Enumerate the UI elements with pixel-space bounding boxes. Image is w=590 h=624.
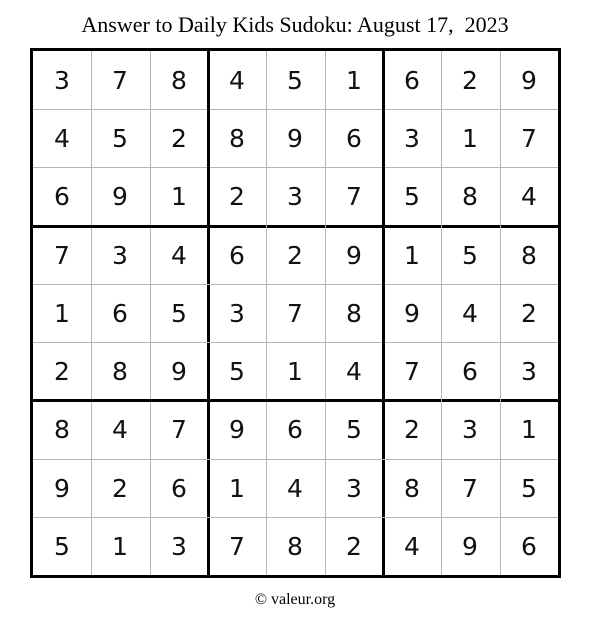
sudoku-cell: 1 [229, 473, 245, 503]
sudoku-cell: 2 [462, 65, 478, 95]
sudoku-cell: 7 [521, 123, 537, 153]
sudoku-cell: 9 [171, 356, 187, 386]
sudoku-cell: 1 [404, 240, 420, 270]
sudoku-cell: 7 [462, 473, 478, 503]
sudoku-cell: 9 [521, 65, 537, 95]
sudoku-cell: 6 [112, 298, 128, 328]
sudoku-cell: 4 [112, 414, 128, 444]
sudoku-cell: 5 [171, 298, 187, 328]
sudoku-cell: 8 [229, 123, 245, 153]
sudoku-cell: 7 [346, 181, 362, 211]
sudoku-cell: 2 [54, 356, 70, 386]
sudoku-cell: 1 [521, 414, 537, 444]
sudoku-cell: 2 [287, 240, 303, 270]
sudoku-cell: 9 [287, 123, 303, 153]
sudoku-cell: 3 [112, 240, 128, 270]
sudoku-cell: 1 [462, 123, 478, 153]
sudoku-cell: 5 [287, 65, 303, 95]
sudoku-cell: 5 [346, 414, 362, 444]
sudoku-cell: 8 [171, 65, 187, 95]
sudoku-cell: 2 [346, 531, 362, 561]
sudoku-cell: 3 [171, 531, 187, 561]
sudoku-cell: 2 [171, 123, 187, 153]
sudoku-cell: 9 [112, 181, 128, 211]
puzzle-title: Answer to Daily Kids Sudoku: August 17, 2023 [81, 12, 509, 37]
sudoku-cell: 1 [171, 181, 187, 211]
sudoku-cell: 5 [404, 181, 420, 211]
sudoku-cell: 5 [521, 473, 537, 503]
sudoku-grid [33, 51, 558, 575]
sudoku-cell: 8 [404, 473, 420, 503]
sudoku-cell: 2 [404, 414, 420, 444]
sudoku-cell: 4 [521, 181, 537, 211]
sudoku-cell: 7 [404, 356, 420, 386]
sudoku-cell: 2 [229, 181, 245, 211]
sudoku-cell: 4 [171, 240, 187, 270]
sudoku-cell: 4 [346, 356, 362, 386]
sudoku-cell: 8 [346, 298, 362, 328]
sudoku-cell: 7 [54, 240, 70, 270]
sudoku-cell: 4 [287, 473, 303, 503]
copyright-footer: © valeur.org [254, 591, 336, 608]
sudoku-cell: 6 [404, 65, 420, 95]
sudoku-cell: 2 [112, 473, 128, 503]
sudoku-cell: 2 [521, 298, 537, 328]
sudoku-cell: 7 [229, 531, 245, 561]
sudoku-cell: 5 [112, 123, 128, 153]
sudoku-cell: 4 [462, 298, 478, 328]
sudoku-cell: 9 [462, 531, 478, 561]
sudoku-cell: 5 [229, 356, 245, 386]
sudoku-cell: 9 [229, 414, 245, 444]
sudoku-cell: 8 [112, 356, 128, 386]
sudoku-cell: 6 [54, 181, 70, 211]
sudoku-cell: 7 [287, 298, 303, 328]
sudoku-cell: 7 [171, 414, 187, 444]
sudoku-cell: 1 [54, 298, 70, 328]
sudoku-cell: 6 [346, 123, 362, 153]
sudoku-cell: 6 [287, 414, 303, 444]
sudoku-cell: 3 [229, 298, 245, 328]
sudoku-cell: 7 [112, 65, 128, 95]
sudoku-cell: 3 [462, 414, 478, 444]
sudoku-cell: 3 [521, 356, 537, 386]
sudoku-cell: 3 [404, 123, 420, 153]
sudoku-cell: 6 [171, 473, 187, 503]
sudoku-cell: 1 [112, 531, 128, 561]
sudoku-cell: 5 [54, 531, 70, 561]
sudoku-cell: 9 [54, 473, 70, 503]
sudoku-cell: 4 [404, 531, 420, 561]
sudoku-cell: 8 [462, 181, 478, 211]
sudoku-cell: 6 [229, 240, 245, 270]
sudoku-cell: 1 [346, 65, 362, 95]
sudoku-cell: 8 [287, 531, 303, 561]
sudoku-cell: 3 [54, 65, 70, 95]
sudoku-cell: 6 [462, 356, 478, 386]
sudoku-cell: 9 [404, 298, 420, 328]
sudoku-cell: 8 [521, 240, 537, 270]
sudoku-board [30, 48, 561, 578]
sudoku-cell: 6 [521, 531, 537, 561]
sudoku-cell: 4 [229, 65, 245, 95]
sudoku-cell: 3 [346, 473, 362, 503]
sudoku-cell: 4 [54, 123, 70, 153]
sudoku-cell: 1 [287, 356, 303, 386]
sudoku-cell: 9 [346, 240, 362, 270]
sudoku-cell: 3 [287, 181, 303, 211]
sudoku-cell: 5 [462, 240, 478, 270]
sudoku-cell: 8 [54, 414, 70, 444]
